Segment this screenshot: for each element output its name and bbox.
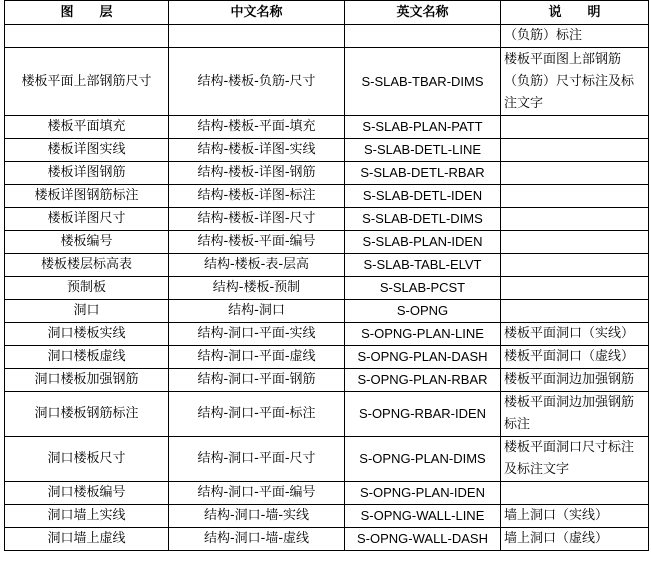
layer-name-cell: 洞口楼板编号 <box>5 482 169 505</box>
layer-name-cell: 楼板详图钢筋标注 <box>5 185 169 208</box>
cn-name-cell: 结构-洞口-平面-实线 <box>169 323 345 346</box>
cn-name-cell: 结构-楼板-预制 <box>169 277 345 300</box>
cn-name-cell: 结构-洞口-墙-虚线 <box>169 528 345 551</box>
cn-name-cell: 结构-楼板-平面-编号 <box>169 231 345 254</box>
table-row <box>5 185 649 208</box>
cn-name-cell: 结构-楼板-详图-标注 <box>169 185 345 208</box>
note-cell <box>501 208 649 231</box>
header-cn-name: 中文名称 <box>169 1 345 25</box>
note-cell <box>501 185 649 208</box>
note-cell <box>501 254 649 277</box>
layer-name-cell: 楼板详图钢筋 <box>5 162 169 185</box>
table-row <box>5 505 649 528</box>
cn-name-cell: 结构-洞口-平面-编号 <box>169 482 345 505</box>
layer-name-cell: 楼板详图实线 <box>5 139 169 162</box>
cn-name-cell: 结构-洞口-平面-标注 <box>169 392 345 437</box>
layer-name-cell: 楼板平面填充 <box>5 116 169 139</box>
en-name-cell: S-OPNG-PLAN-DIMS <box>345 437 501 482</box>
note-cell <box>501 231 649 254</box>
table-row <box>5 277 649 300</box>
en-name-cell: S-SLAB-PCST <box>345 277 501 300</box>
layer-name-cell: 洞口楼板实线 <box>5 323 169 346</box>
table-row <box>5 48 649 116</box>
en-name-cell: S-OPNG-PLAN-RBAR <box>345 369 501 392</box>
table-row <box>5 116 649 139</box>
en-name-cell: S-OPNG-WALL-DASH <box>345 528 501 551</box>
cn-name-cell: 结构-洞口-平面-钢筋 <box>169 369 345 392</box>
layer-name-cell: 洞口楼板尺寸 <box>5 437 169 482</box>
layer-name-cell: 楼板编号 <box>5 231 169 254</box>
en-name-cell: S-SLAB-TBAR-DIMS <box>345 48 501 116</box>
table-row <box>5 437 649 482</box>
en-name-cell: S-SLAB-DETL-IDEN <box>345 185 501 208</box>
table-row <box>5 300 649 323</box>
cn-name-cell: 结构-楼板-表-层高 <box>169 254 345 277</box>
en-name-cell: S-SLAB-DETL-LINE <box>345 139 501 162</box>
table-row <box>5 482 649 505</box>
en-name-cell: S-OPNG-PLAN-DASH <box>345 346 501 369</box>
header-en-name: 英文名称 <box>345 1 501 25</box>
table-row <box>5 346 649 369</box>
table-row <box>5 231 649 254</box>
layer-name-cell: 楼板平面上部钢筋尺寸 <box>5 48 169 116</box>
note-cell <box>501 300 649 323</box>
note-cell: （负筋）标注 <box>501 25 649 48</box>
header-row <box>5 1 649 25</box>
cn-name-cell: 结构-洞口-平面-虚线 <box>169 346 345 369</box>
note-cell <box>501 162 649 185</box>
table-row <box>5 528 649 551</box>
en-name-cell <box>345 25 501 48</box>
layer-name-cell: 预制板 <box>5 277 169 300</box>
table-row <box>5 25 649 48</box>
en-name-cell: S-SLAB-PLAN-IDEN <box>345 231 501 254</box>
en-name-cell: S-OPNG <box>345 300 501 323</box>
layer-name-cell: 洞口楼板钢筋标注 <box>5 392 169 437</box>
cn-name-cell: 结构-楼板-详图-尺寸 <box>169 208 345 231</box>
cn-name-cell: 结构-楼板-平面-填充 <box>169 116 345 139</box>
header-layer: 图 层 <box>5 1 169 25</box>
layer-name-cell: 洞口墙上虚线 <box>5 528 169 551</box>
note-cell: 楼板平面洞口尺寸标注及标注文字 <box>501 437 649 482</box>
layer-table <box>4 0 649 551</box>
en-name-cell: S-SLAB-PLAN-PATT <box>345 116 501 139</box>
table-row <box>5 392 649 437</box>
layer-name-cell: 洞口 <box>5 300 169 323</box>
note-cell <box>501 139 649 162</box>
layer-name-cell: 洞口楼板加强钢筋 <box>5 369 169 392</box>
table-row <box>5 323 649 346</box>
table-row <box>5 162 649 185</box>
table-body <box>5 25 649 551</box>
cn-name-cell: 结构-洞口-墙-实线 <box>169 505 345 528</box>
note-cell: 墙上洞口（虚线） <box>501 528 649 551</box>
table-row <box>5 254 649 277</box>
cn-name-cell <box>169 25 345 48</box>
cn-name-cell: 结构-楼板-负筋-尺寸 <box>169 48 345 116</box>
cn-name-cell: 结构-洞口 <box>169 300 345 323</box>
en-name-cell: S-OPNG-PLAN-IDEN <box>345 482 501 505</box>
en-name-cell: S-OPNG-RBAR-IDEN <box>345 392 501 437</box>
layer-name-cell: 洞口楼板虚线 <box>5 346 169 369</box>
en-name-cell: S-OPNG-PLAN-LINE <box>345 323 501 346</box>
note-cell <box>501 277 649 300</box>
note-cell: 楼板平面洞边加强钢筋标注 <box>501 392 649 437</box>
note-cell <box>501 482 649 505</box>
note-cell <box>501 116 649 139</box>
table-row <box>5 139 649 162</box>
table-row <box>5 369 649 392</box>
note-cell: 墙上洞口（实线） <box>501 505 649 528</box>
en-name-cell: S-SLAB-TABL-ELVT <box>345 254 501 277</box>
en-name-cell: S-SLAB-DETL-RBAR <box>345 162 501 185</box>
cn-name-cell: 结构-楼板-详图-实线 <box>169 139 345 162</box>
layer-name-cell: 楼板详图尺寸 <box>5 208 169 231</box>
layer-name-cell: 楼板楼层标高表 <box>5 254 169 277</box>
en-name-cell: S-OPNG-WALL-LINE <box>345 505 501 528</box>
layer-name-cell <box>5 25 169 48</box>
note-cell: 楼板平面洞口（实线） <box>501 323 649 346</box>
note-cell: 楼板平面洞边加强钢筋 <box>501 369 649 392</box>
cn-name-cell: 结构-楼板-详图-钢筋 <box>169 162 345 185</box>
note-cell: 楼板平面图上部钢筋（负筋）尺寸标注及标注文字 <box>501 48 649 116</box>
table-row <box>5 208 649 231</box>
cn-name-cell: 结构-洞口-平面-尺寸 <box>169 437 345 482</box>
header-note: 说 明 <box>501 1 649 25</box>
layer-name-cell: 洞口墙上实线 <box>5 505 169 528</box>
en-name-cell: S-SLAB-DETL-DIMS <box>345 208 501 231</box>
note-cell: 楼板平面洞口（虚线） <box>501 346 649 369</box>
